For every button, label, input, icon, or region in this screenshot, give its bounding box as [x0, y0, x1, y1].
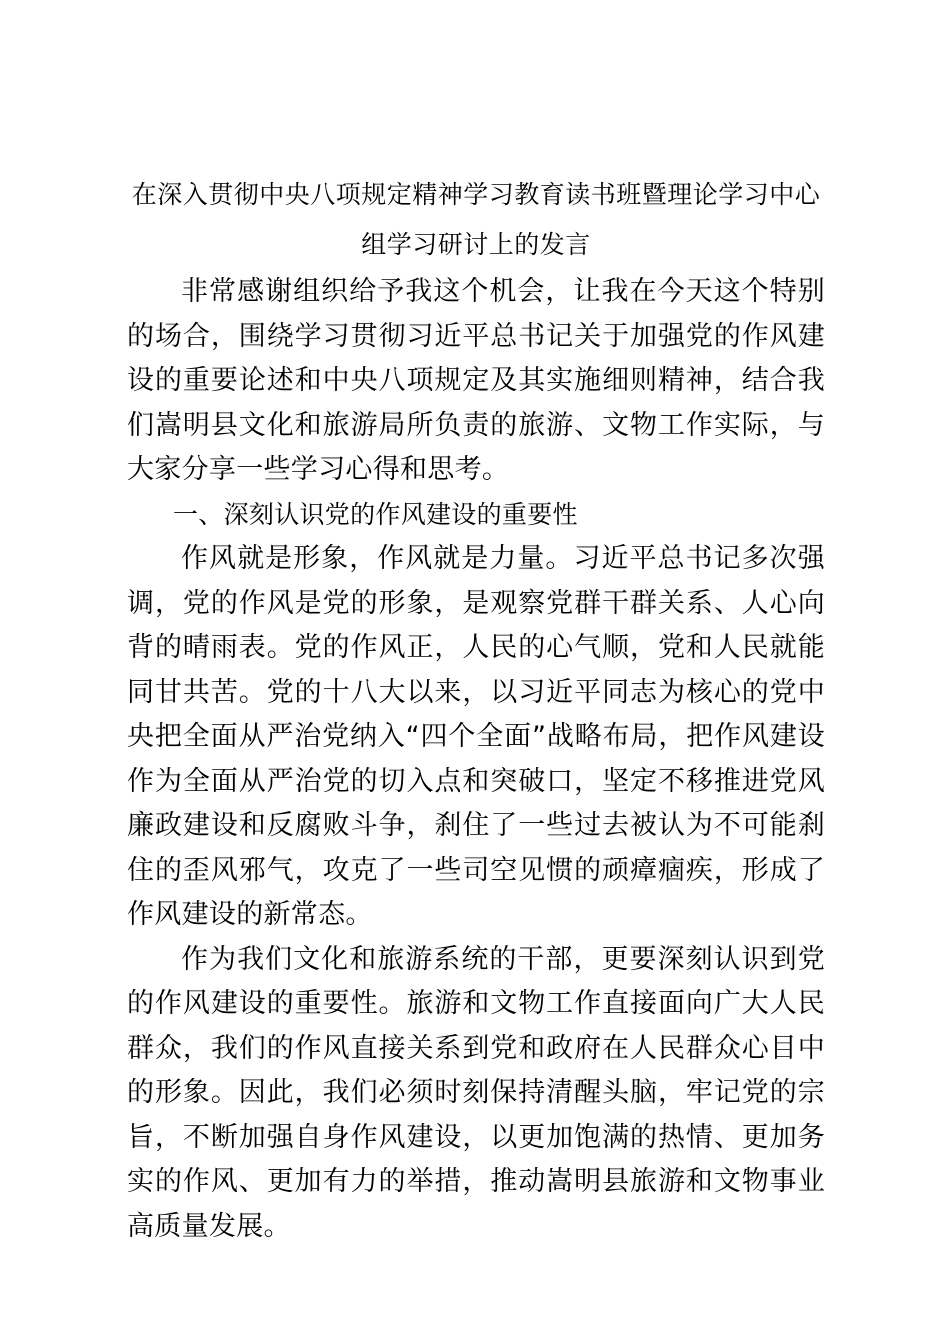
section-1-paragraph-2: 作为我们文化和旅游系统的干部，更要深刻认识到党的作风建设的重要性。旅游和文物工作直接面向广大人民群众，我们的作风直接关系到党和政府在人民群众心目中的形象。因此，我们必须时刻保持清醒头脑，牢记党的宗旨，不断加强自身作风建设，以更加饱满的热情、更加务实的作风、更加有力的举措，推动嵩明县旅游和文物事业高质量发展。	[127, 943, 825, 1242]
document-title-line-2: 组学习研讨上的发言	[361, 230, 591, 259]
section-1-paragraph-1: 作风就是形象，作风就是力量。习近平总书记多次强调，党的作风是党的形象，是观察党群干群关系、人心向背的晴雨表。党的作风正，人民的心气顺，党和人民就能同甘共苦。党的十八大以来，以习近平同志为核心的党中央把全面从严治党纳入“四个全面”战略布局，把作风建设作为全面从严治党的切入点和突破口，坚定不移推进党风廉政建设和反腐败斗争，刹住了一些过去被认为不可能刹住的歪风邪气，攻克了一些司空见惯的顽瘴痼疾，形成了作风建设的新常态。	[127, 543, 825, 930]
document-title-line-1: 在深入贯彻中央八项规定精神学习教育读书班暨理论学习中心	[131, 180, 821, 209]
section-1-heading: 一、深刻认识党的作风建设的重要性	[173, 499, 578, 529]
intro-paragraph: 非常感谢组织给予我这个机会，让我在今天这个特别的场合，围绕学习贯彻习近平总书记关于加强党的作风建设的重要论述和中央八项规定及其实施细则精神，结合我们嵩明县文化和旅游局所负责的旅游、文物工作实际，与大家分享一些学习心得和思考。	[127, 276, 825, 485]
document-body	[127, 170, 825, 1249]
